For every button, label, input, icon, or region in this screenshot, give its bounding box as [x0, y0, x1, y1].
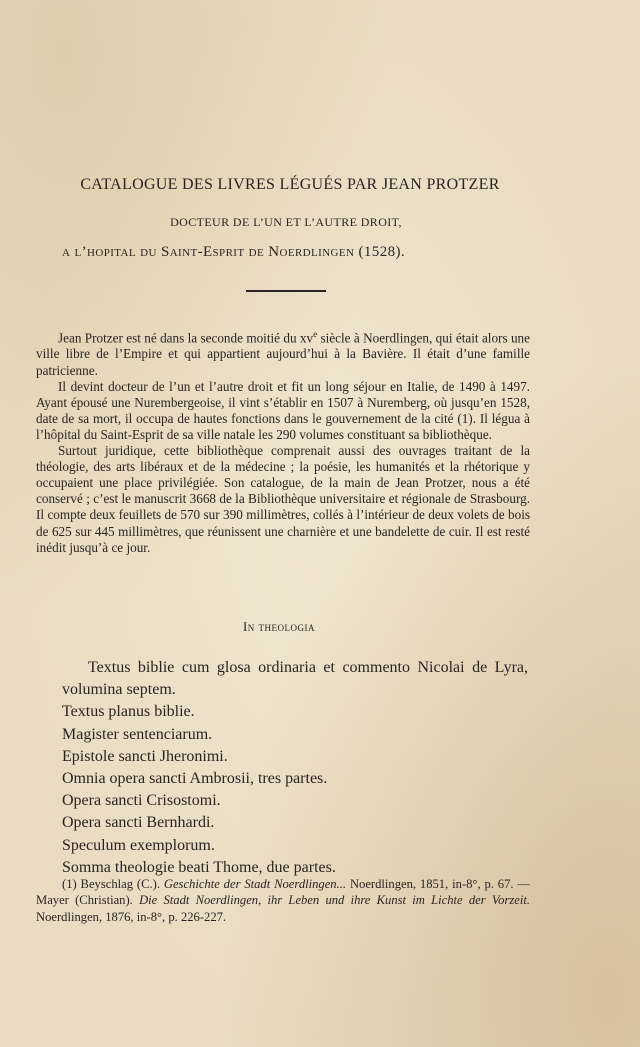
document-subtitle-line1: DOCTEUR DE L’UN ET L’AUTRE DROIT, [170, 215, 402, 229]
section-heading: In theologia [242, 619, 316, 634]
intro-paragraph-1 [36, 326, 530, 379]
intro-p1-text-b: siècle à Noerdlingen, qui était alors une ville libre de l’Empire et qui appartient aujourd’hui à la Bavière. Il était d’une famille patricienne. [36, 330, 530, 378]
footnote [36, 876, 530, 925]
footnote-part: (1) Beyschlag (C.). [62, 877, 164, 891]
catalogue-entry: Opera sancti Crisostomi. [62, 792, 221, 810]
intro-paragraph-3: Surtout juridique, cette bibliothèque comprenait aussi des ouvrages traitant de la théologie, des arts libéraux et de la médecine ; la poésie, les humanités et la rhétorique y occupaient une place privilégiée. Son catalogue, de la main de Jean Protzer, nous a été conservé ; c’est le manuscrit 3668 de la Bibliothèque universitaire et régionale de Strasbourg. Il compte deux feuillets de 570 sur 390 millimètres, collés à l’intérieur de deux volets de bois de 625 sur 445 millimètres, que réunissent une charnière et une bandelette de cuir. Il est resté inédit jusqu’à ce jour. [36, 443, 530, 555]
catalogue-entry [36, 657, 528, 701]
catalogue-entry: Textus planus biblie. [62, 703, 195, 721]
catalogue-entry: Somma theologie beati Thome, due partes. [62, 858, 336, 876]
title-divider [246, 290, 326, 292]
century-superscript: e [313, 329, 318, 339]
catalogue-entry: Speculum exemplorum. [62, 836, 215, 854]
catalogue-entry: Opera sancti Bernhardi. [62, 814, 215, 832]
document-subtitle-line2: a l’hopital du Saint-Esprit de Noerdlingen (1528). [62, 244, 406, 260]
catalogue-entry: Epistole sancti Jheronimi. [62, 747, 228, 765]
catalogue-entry: Omnia opera sancti Ambrosii, tres partes. [62, 770, 328, 788]
footnote-part: Noerdlingen, 1876, in-8°, p. 226-227. [36, 909, 227, 924]
footnote-title-1: Geschichte der Stadt Noerdlingen... [163, 877, 347, 891]
intro-p1-text-a: Jean Protzer est né dans la seconde moitié du xv [58, 330, 314, 346]
document-title: CATALOGUE DES LIVRES LÉGUÉS PAR JEAN PROTZER [80, 176, 500, 193]
catalogue-entries [36, 657, 528, 879]
footnote-title-2: Die Stadt Noerdlingen, ihr Leben und ihre Kunst im Lichte der Vorzeit. [139, 893, 530, 908]
intro-text [36, 326, 530, 556]
catalogue-entry: Magister sentenciarum. [62, 725, 213, 743]
catalogue-entry-text: Textus biblie cum glosa ordinaria et commento Nicolai de Lyra, volumina septem. [62, 659, 528, 699]
footnote-part: Noerdlingen, 1851, in-8°, p. 67. — Mayer (Christian). [36, 877, 530, 908]
intro-paragraph-2: Il devint docteur de l’un et l’autre droit et fit un long séjour en Italie, de 1490 à 1497. Ayant épousé une Nurembergeoise, il vint s’établir en 1507 à Nuremberg, où jusqu’en 1528, date de sa mort, il occupa de hautes fonctions dans le gouvernement de la cité (1). Il légua à l’hôpital du Saint-Esprit de sa ville natale les 290 volumes constituant sa bibliothèque. [36, 378, 530, 442]
footnote-text [36, 876, 530, 925]
